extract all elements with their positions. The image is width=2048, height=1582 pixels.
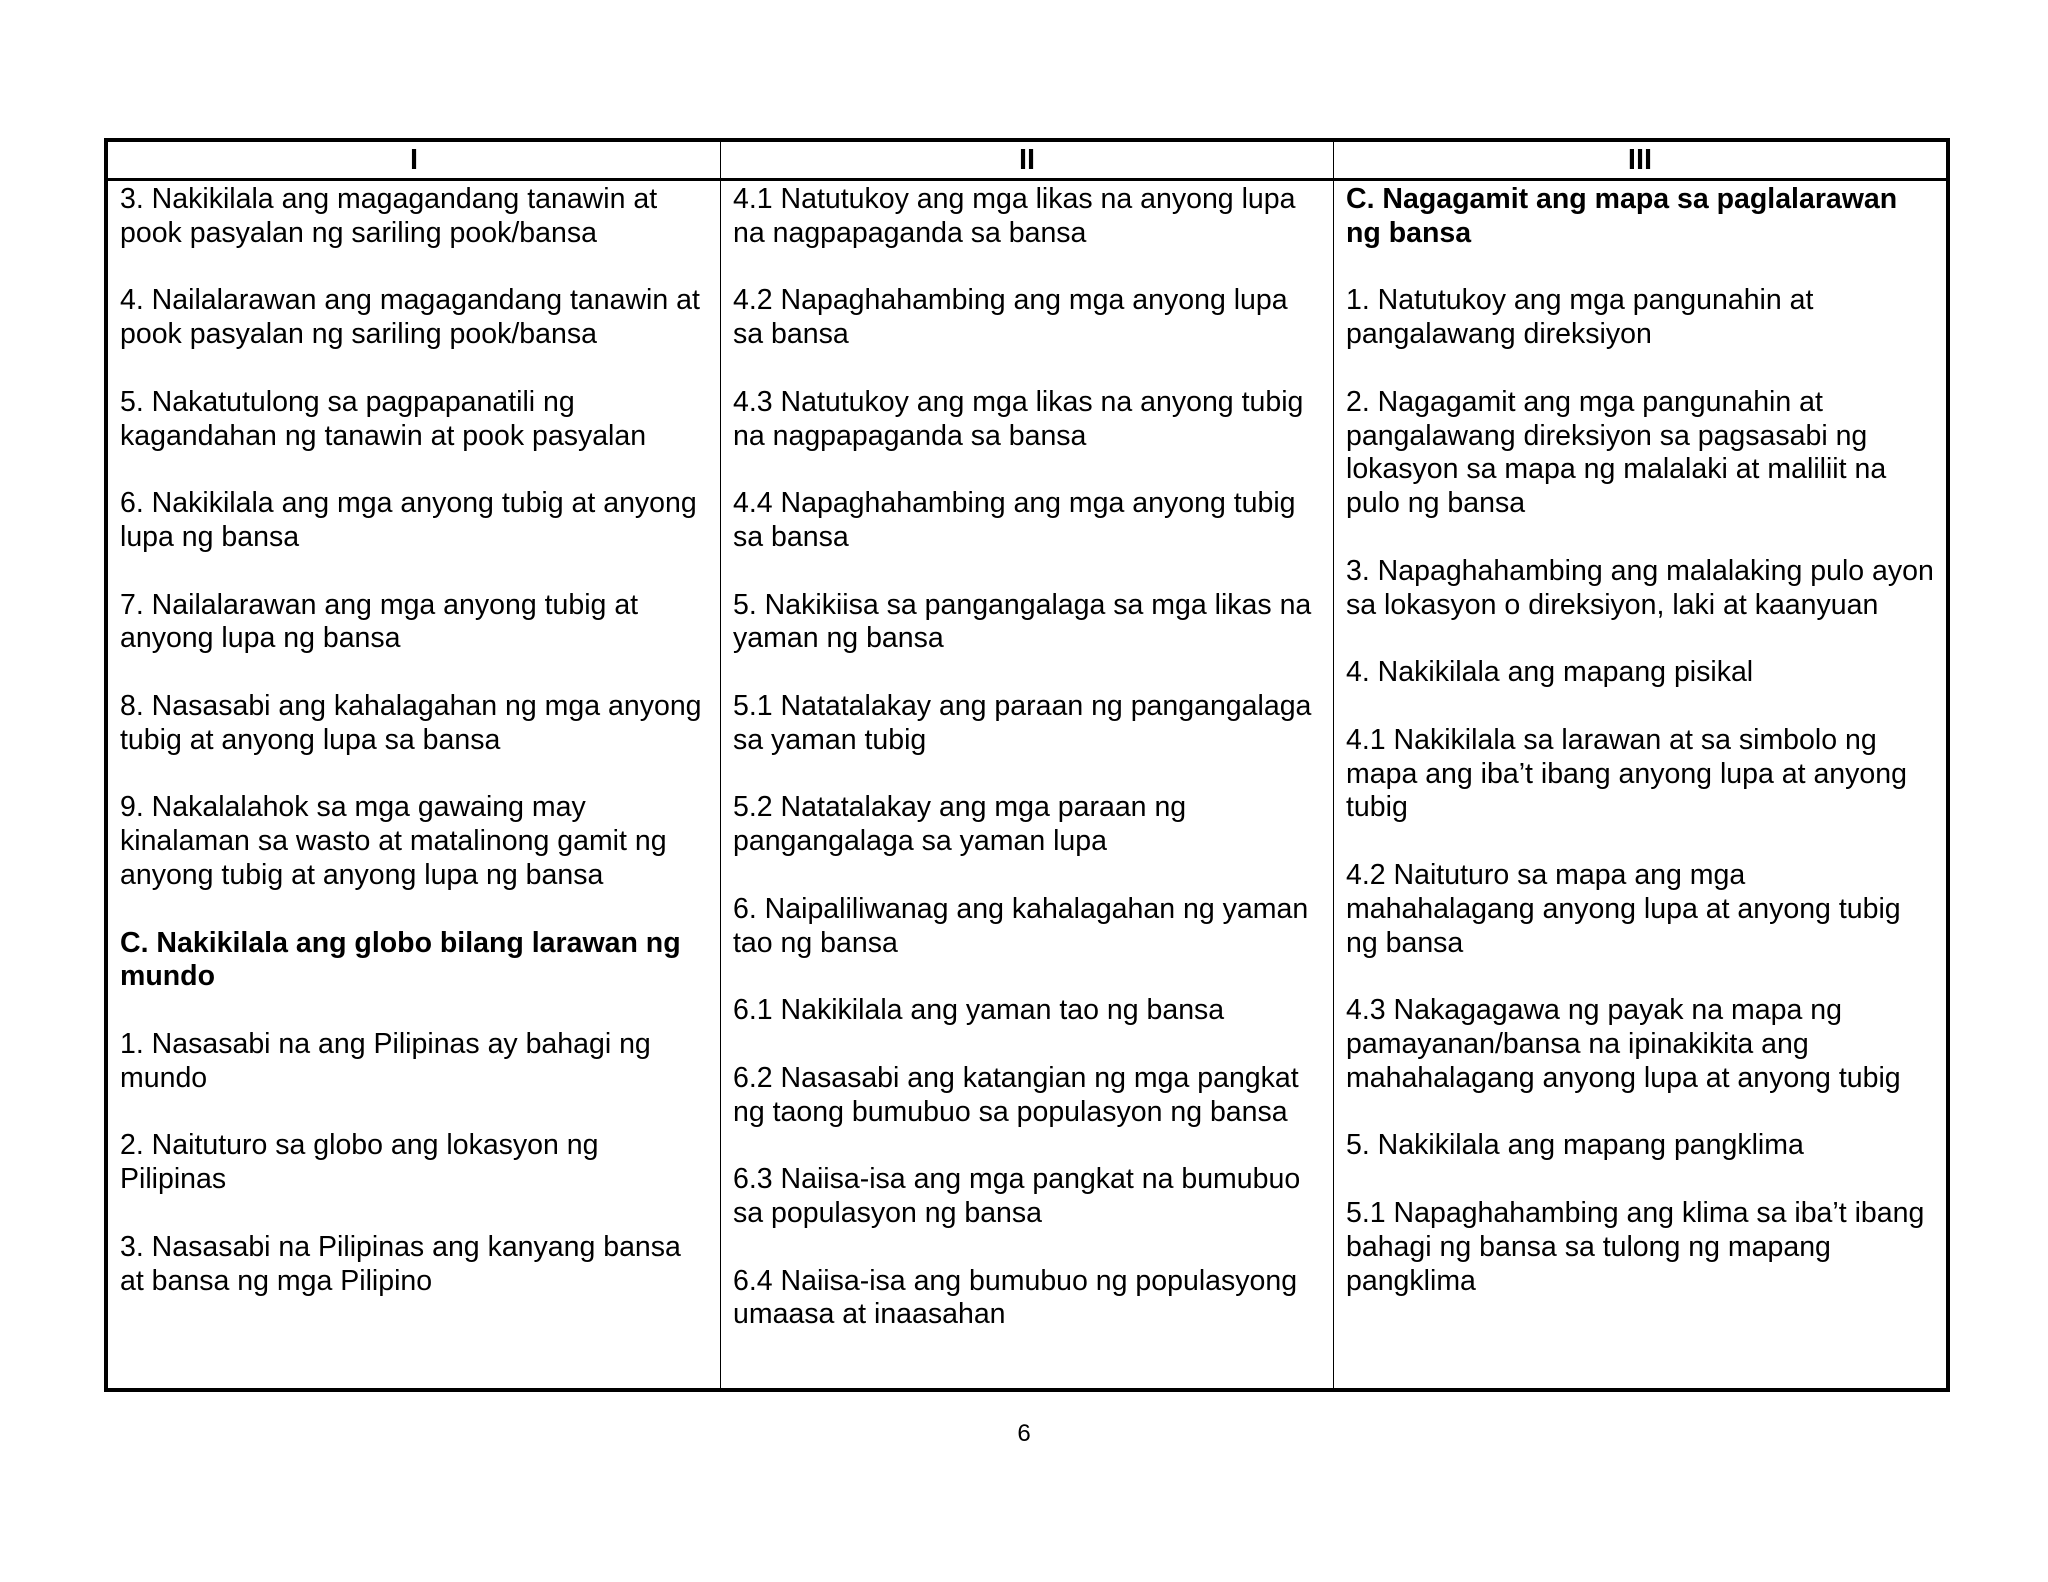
column-iii-entry: 1. Natutukoy ang mga pangunahin at pangalawang direksiyon	[1346, 284, 1814, 351]
column-header-ii: II	[720, 142, 1333, 178]
column-ii-entry: 5.1 Natatalakay ang paraan ng pangangalaga sa yaman tubig	[733, 689, 1312, 756]
competency-table	[104, 138, 1950, 1392]
column-i-entry: 4. Nailalarawan ang magagandang tanawin at pook pasyalan ng sariling pook/bansa	[120, 284, 700, 351]
column-ii-entry: 4.4 Napaghahambing ang mga anyong tubig sa bansa	[733, 487, 1296, 553]
column-ii-entry: 4.2 Napaghahambing ang mga anyong lupa sa bansa	[733, 284, 1288, 351]
column-ii-entry: 6.4 Naiisa-isa ang bumubuo ng populasyong umaasa at inaasahan	[733, 1264, 1298, 1331]
column-header-iii: III	[1333, 142, 1946, 178]
column-ii-entry: 6.3 Naiisa-isa ang mga pangkat na bumubuo sa populasyon ng bansa	[733, 1163, 1301, 1229]
column-iii-entry: 5.1 Napaghahambing ang klima sa iba’t ibang bahagi ng bansa sa tulong ng mapang pangklima	[1346, 1196, 1925, 1297]
column-iii-entry: 4.3 Nakagagawa ng payak na mapa ng pamayanan/bansa na ipinakikita ang mahahalagang anyong lupa at anyong tubig	[1346, 994, 1901, 1094]
column-ii-entry: 6.2 Nasasabi ang katangian ng mga pangkat ng taong bumubuo sa populasyon ng bansa	[733, 1061, 1299, 1128]
column-i	[108, 181, 720, 1388]
column-iii-entry: 2. Nagagamit ang mga pangunahin at pangalawang direksiyon sa pagsasabi ng lokasyon sa mapa ng malalaki at maliliit na pulo ng bansa	[1346, 385, 1887, 520]
column-i-entry: 9. Nakalalahok sa mga gawaing may kinalaman sa wasto at matalinong gamit ng anyong tubig at anyong lupa ng bansa	[120, 791, 667, 891]
column-iii-section-heading: C. Nagagamit ang mapa sa paglalarawan ng bansa	[1346, 183, 1898, 249]
column-iii-entry: 4.2 Naituturo sa mapa ang mga mahahalagang anyong lupa at anyong tubig ng bansa	[1346, 858, 1901, 959]
column-i-entry: 3. Nakikilala ang magagandang tanawin at pook pasyalan ng sariling pook/bansa	[120, 183, 658, 249]
column-i-entry: 3. Nasasabi na Pilipinas ang kanyang bansa at bansa ng mga Pilipino	[120, 1230, 681, 1297]
column-i-entry: 7. Nailalarawan ang mga anyong tubig at anyong lupa ng bansa	[120, 588, 639, 655]
column-iii-entry: 5. Nakikilala ang mapang pangklima	[1346, 1129, 1804, 1162]
column-i-entry: 2. Naituturo sa globo ang lokasyon ng Pilipinas	[120, 1129, 599, 1196]
column-header-i: I	[409, 144, 419, 176]
column-ii-entry: 4.3 Natutukoy ang mga likas na anyong tubig na nagpapaganda sa bansa	[733, 385, 1304, 452]
column-i-entry: 8. Nasasabi ang kahalagahan ng mga anyong tubig at anyong lupa sa bansa	[120, 689, 702, 756]
column-ii-entry: 6.1 Nakikilala ang yaman tao ng bansa	[733, 994, 1225, 1027]
column-iii-entry: 3. Napaghahambing ang malalaking pulo ayon sa lokasyon o direksiyon, laki at kaanyuan	[1346, 554, 1934, 621]
column-iii-entry: 4. Nakikilala ang mapang pisikal	[1346, 656, 1754, 689]
table-header-row	[108, 142, 1946, 181]
column-ii-entry: 6. Naipaliliwanag ang kahalagahan ng yaman tao ng bansa	[733, 892, 1309, 959]
column-i-entry: 5. Nakatutulong sa pagpapanatili ng kagandahan ng tanawin at pook pasyalan	[120, 385, 647, 452]
column-iii-entry: 4.1 Nakikilala sa larawan at sa simbolo ng mapa ang iba’t ibang anyong lupa at anyong tubig	[1346, 723, 1907, 824]
page-number: 6	[1017, 1420, 1031, 1447]
column-i-section-heading: C. Nakikilala ang globo bilang larawan ng mundo	[120, 926, 681, 993]
column-ii	[720, 181, 1333, 1388]
table-body-row	[108, 181, 1946, 1388]
column-i-entry: 6. Nakikilala ang mga anyong tubig at anyong lupa ng bansa	[120, 487, 697, 553]
column-i-entry: 1. Nasasabi na ang Pilipinas ay bahagi ng mundo	[120, 1027, 651, 1094]
column-ii-entry: 5. Nakikiisa sa pangangalaga sa mga likas na yaman ng bansa	[733, 588, 1312, 655]
column-iii	[1333, 181, 1946, 1388]
column-ii-entry: 5.2 Natatalakay ang mga paraan ng pangangalaga sa yaman lupa	[733, 791, 1187, 858]
column-ii-entry: 4.1 Natutukoy ang mga likas na anyong lupa na nagpapaganda sa bansa	[733, 183, 1296, 249]
